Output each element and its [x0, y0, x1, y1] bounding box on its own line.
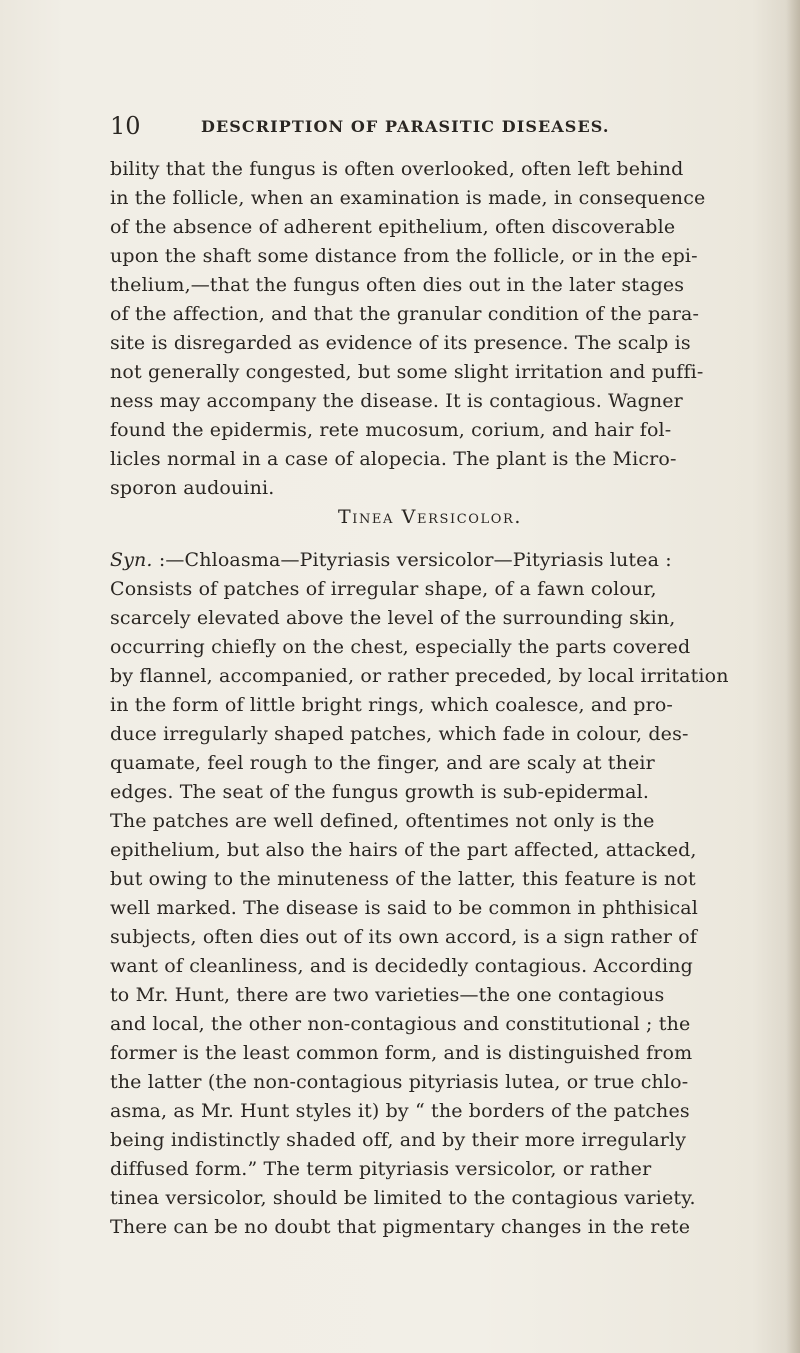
synonym-text: :—Chloasma—Pityriasis versicolor—Pityriasis lutea :	[152, 549, 672, 571]
text-line: bility that the fungus is often overlooked, often left behind	[110, 158, 684, 180]
text-line: diffused form.” The term pityriasis versicolor, or rather	[110, 1158, 652, 1180]
text-line: of the affection, and that the granular condition of the para-	[110, 303, 700, 325]
text-line: site is disregarded as evidence of its presence. The scalp is	[110, 332, 691, 354]
text-line: The patches are well defined, oftentimes not only is the	[110, 810, 655, 832]
text-line: subjects, often dies out of its own accord, is a sign rather of	[110, 926, 698, 948]
text-line: not generally congested, but some slight irritation and puffi-	[110, 361, 704, 383]
text-line: but owing to the minuteness of the latter, this feature is not	[110, 868, 696, 890]
section-heading: Tinea Versicolor.	[337, 506, 523, 528]
text-line: want of cleanliness, and is decidedly contagious. According	[110, 955, 693, 977]
text-line: the latter (the non-contagious pityriasis lutea, or true chlo-	[110, 1071, 689, 1093]
paragraph-1	[110, 155, 790, 503]
text-line: edges. The seat of the fungus growth is sub-epidermal.	[110, 781, 650, 803]
text-line: by flannel, accompanied, or rather preceded, by local irritation	[110, 665, 729, 687]
text-line: scarcely elevated above the level of the surrounding skin,	[110, 607, 676, 629]
text-line: tinea versicolor, should be limited to the contagious variety.	[110, 1187, 696, 1209]
paragraph-2	[110, 575, 790, 1242]
running-head: DESCRIPTION OF PARASITIC DISEASES.	[201, 117, 610, 136]
synonym-line	[110, 546, 790, 575]
text-line: Consists of patches of irregular shape, of a fawn colour,	[110, 578, 657, 600]
text-line: of the absence of adherent epithelium, often discoverable	[110, 216, 676, 238]
text-line: ness may accompany the disease. It is contagious. Wagner	[110, 390, 683, 412]
text-line: to Mr. Hunt, there are two varieties—the one contagious	[110, 984, 665, 1006]
text-line: thelium,—that the fungus often dies out in the later stages	[110, 274, 685, 296]
text-line: upon the shaft some distance from the follicle, or in the epi-	[110, 245, 698, 267]
page-header	[110, 111, 750, 141]
text-line: asma, as Mr. Hunt styles it) by “ the borders of the patches	[110, 1100, 690, 1122]
synonym-label: Syn.	[110, 549, 153, 571]
text-line: former is the least common form, and is distinguished from	[110, 1042, 693, 1064]
text-line: There can be no doubt that pigmentary changes in the rete	[110, 1216, 691, 1238]
text-line: and local, the other non-contagious and constitutional ; the	[110, 1013, 691, 1035]
text-line: sporon audouini.	[110, 477, 275, 499]
text-line: licles normal in a case of alopecia. The plant is the Micro-	[110, 448, 677, 470]
text-line: in the form of little bright rings, which coalesce, and pro-	[110, 694, 674, 716]
page-number: 10	[110, 112, 141, 140]
body-text	[110, 155, 790, 1242]
text-line: well marked. The disease is said to be common in phthisical	[110, 897, 698, 919]
text-line: in the follicle, when an examination is made, in consequence	[110, 187, 706, 209]
text-line: found the epidermis, rete mucosum, corium, and hair fol-	[110, 419, 672, 441]
spacer	[110, 532, 790, 546]
text-line: being indistinctly shaded off, and by their more irregularly	[110, 1129, 687, 1151]
text-line: quamate, feel rough to the finger, and are scaly at their	[110, 752, 655, 774]
text-line: epithelium, but also the hairs of the part affected, attacked,	[110, 839, 697, 861]
text-line: occurring chiefly on the chest, especially the parts covered	[110, 636, 691, 658]
text-line: duce irregularly shaped patches, which fade in colour, des-	[110, 723, 689, 745]
